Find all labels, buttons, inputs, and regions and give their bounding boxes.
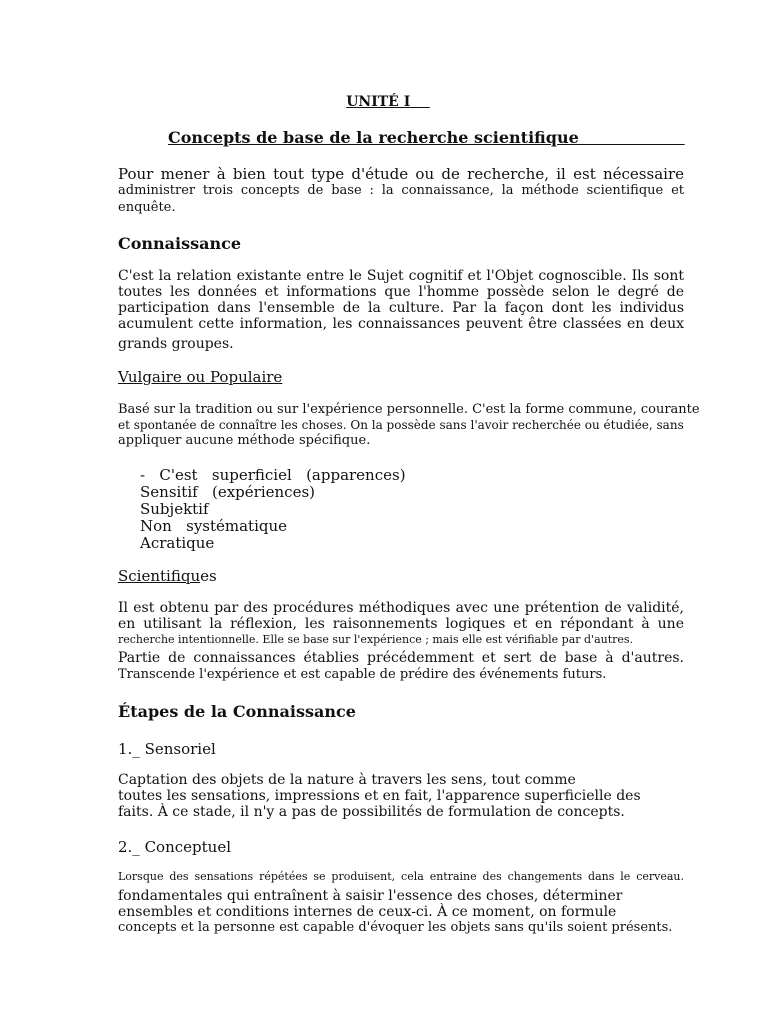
section-heading-connaissance: Connaissance — [118, 234, 242, 253]
list-item: Acratique — [140, 534, 215, 552]
subsection-heading-vulgaire: Vulgaire ou Populaire — [118, 368, 283, 386]
step-heading-conceptuel: 2._ Conceptuel — [118, 838, 231, 856]
scientifique-line: en utilisant la réflexion, les raisonnements logiques et en répondant à une — [118, 616, 684, 632]
list-item: - C'est superficiel (apparences) — [140, 466, 406, 484]
section-heading-etapes: Étapes de la Connaissance — [118, 702, 356, 721]
conceptuel-line: fondamentales qui entraînent à saisir l'essence des choses, déterminer — [118, 888, 623, 904]
sensoriel-paragraph — [118, 772, 684, 820]
scientifique-paragraph-end — [118, 667, 684, 683]
scientifique-paragraph-cont — [118, 633, 684, 647]
list-item: Sensitif (expériences) — [140, 483, 315, 501]
sensoriel-line: Captation des objets de la nature à travers les sens, tout comme — [118, 772, 576, 788]
list-item: Non systématique — [140, 517, 288, 535]
conceptuel-line: ensembles et conditions internes de ceux-ci. À ce moment, on formule — [118, 904, 617, 920]
step-heading-sensoriel: 1._ Sensoriel — [118, 740, 216, 758]
vulgaire-traits-list — [140, 467, 406, 552]
connaissance-paragraph — [118, 268, 684, 332]
connaissance-line: acumulent cette information, les connaissances peuvent être classées en deux — [118, 316, 684, 332]
unit-title-text: UNITÉ I — [346, 94, 411, 110]
vulgaire-paragraph — [118, 402, 700, 448]
document-title: Concepts de base de la recherche scientifique — [168, 128, 579, 147]
conceptuel-paragraph — [118, 870, 684, 884]
vulgaire-line: appliquer aucune méthode spécifique. — [118, 432, 371, 448]
connaissance-paragraph-end — [118, 336, 684, 352]
sensoriel-line: toutes les sensations, impressions et en fait, l'apparence superficielle des — [118, 788, 641, 804]
vulgaire-line: Basé sur la tradition ou sur l'expérience personnelle. C'est la forme commune, courante — [118, 402, 700, 417]
intro-paragraph-end — [118, 200, 684, 216]
list-item: Subjektif — [140, 500, 209, 518]
unit-title — [0, 94, 768, 110]
sensoriel-line: faits. À ce stade, il n'y a pas de possibilités de formulation de concepts. — [118, 804, 625, 820]
subsection-heading-scientifique: Scientifiques — [118, 567, 217, 585]
vulgaire-line: et spontanée de connaître les choses. On la possède sans l'avoir recherchée ou étudiée, sans — [118, 417, 684, 432]
intro-line: administrer trois concepts de base : la connaissance, la méthode scientifique et — [118, 183, 684, 198]
scientifique-line: Partie de connaissances établies précédemment et sert de base à d'autres. — [118, 650, 684, 666]
connaissance-line: C'est la relation existante entre le Sujet cognitif et l'Objet cognoscible. Ils sont — [118, 268, 684, 284]
conceptuel-line: concepts et la personne est capable d'évoquer les objets sans qu'ils soient présents. — [118, 920, 673, 935]
scientifique-line: Il est obtenu par des procédures méthodiques avec une prétention de validité, — [118, 600, 684, 616]
intro-line: enquête. — [118, 200, 176, 215]
connaissance-line: toutes les données et informations que l'homme possède selon le degré de — [118, 284, 684, 300]
scientifique-paragraph-b — [118, 650, 684, 666]
conceptuel-line: Lorsque des sensations répétées se produisent, cela entraine des changements dans le cerveau. — [118, 870, 684, 883]
connaissance-line: participation dans l'ensemble de la culture. Par la façon dont les individus — [118, 300, 684, 316]
conceptuel-paragraph-cont — [118, 888, 684, 936]
scientifique-line: recherche intentionnelle. Elle se base sur l'expérience ; mais elle est vérifiable par d'autres. — [118, 633, 634, 646]
intro-line: Pour mener à bien tout type d'étude ou de recherche, il est nécessaire — [118, 165, 684, 183]
intro-paragraph — [118, 166, 684, 199]
scientifique-paragraph — [118, 600, 684, 632]
scientifique-line: Transcende l'expérience et est capable de prédire des événements futurs. — [118, 667, 607, 682]
connaissance-line: grands groupes. — [118, 336, 234, 352]
